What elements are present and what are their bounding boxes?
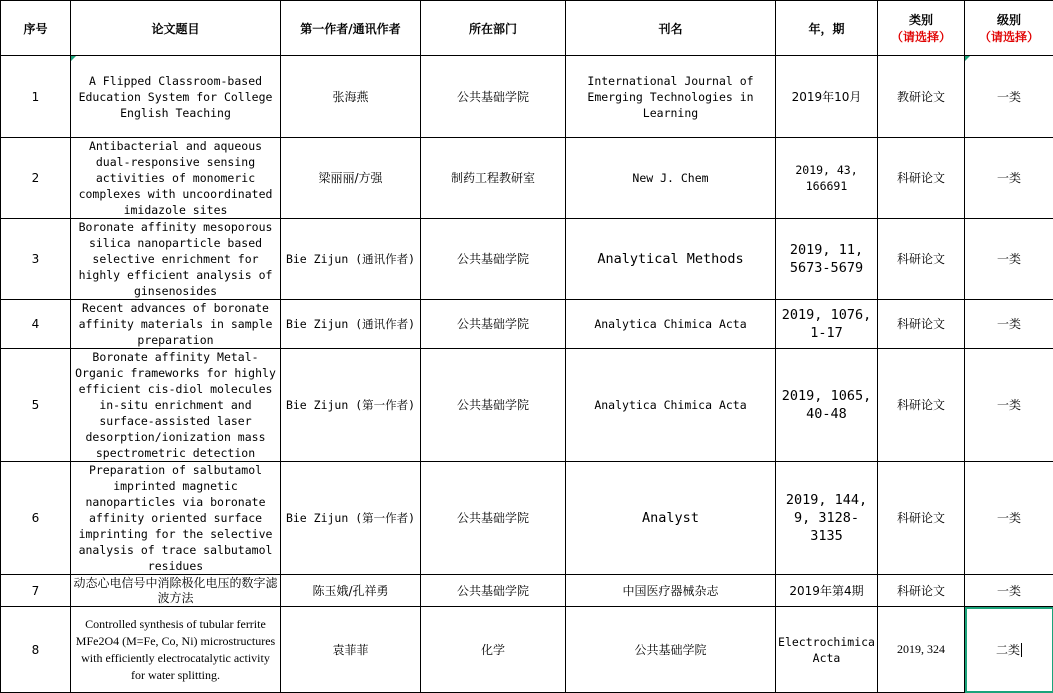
header-category-label: 类别: [909, 13, 933, 27]
cell-level[interactable]: 一类: [965, 138, 1053, 219]
table-row: [1, 575, 1053, 607]
table-row: [1, 138, 1053, 219]
cell-journal[interactable]: Analytica Chimica Acta: [566, 300, 776, 349]
header-journal[interactable]: 刊名: [566, 1, 776, 56]
cell-author[interactable]: 陈玉娥/孔祥勇: [281, 575, 421, 607]
cell-seq[interactable]: 5: [1, 349, 71, 462]
cell-category[interactable]: 科研论文: [878, 575, 965, 607]
cell-seq[interactable]: 6: [1, 462, 71, 575]
cell-year[interactable]: 2019, 1076, 1-17: [776, 300, 878, 349]
cell-journal[interactable]: Analytica Chimica Acta: [566, 349, 776, 462]
cell-title[interactable]: Controlled synthesis of tubular ferrite MFe2O4 (M=Fe, Co, Ni) microstructures with efficiently electrocatalytic activity for water splitting.: [71, 607, 281, 693]
header-category-note: （请选择）: [880, 28, 962, 45]
cell-year[interactable]: Electrochimica Acta: [776, 607, 878, 693]
cell-author[interactable]: Bie Zijun (第一作者): [281, 462, 421, 575]
cell-category[interactable]: 科研论文: [878, 300, 965, 349]
cell-journal[interactable]: Analytical Methods: [566, 219, 776, 300]
header-dept[interactable]: 所在部门: [421, 1, 566, 56]
cell-level[interactable]: 一类: [965, 349, 1053, 462]
header-level[interactable]: [965, 1, 1053, 56]
cell-year[interactable]: 2019, 43, 166691: [776, 138, 878, 219]
cell-level-text: 二类: [996, 643, 1020, 657]
cell-level[interactable]: 一类: [965, 300, 1053, 349]
cell-journal[interactable]: 公共基础学院: [566, 607, 776, 693]
cell-year[interactable]: 2019年10月: [776, 56, 878, 138]
cell-journal[interactable]: International Journal of Emerging Technologies in Learning: [566, 56, 776, 138]
cell-title[interactable]: Recent advances of boronate affinity materials in sample preparation: [71, 300, 281, 349]
cell-journal[interactable]: New J. Chem: [566, 138, 776, 219]
cell-dept[interactable]: 化学: [421, 607, 566, 693]
cell-dept[interactable]: 公共基础学院: [421, 349, 566, 462]
cell-level-active[interactable]: [965, 607, 1053, 693]
cell-seq[interactable]: 7: [1, 575, 71, 607]
cell-seq[interactable]: 1: [1, 56, 71, 138]
header-seq[interactable]: 序号: [1, 1, 71, 56]
cell-category[interactable]: 科研论文: [878, 349, 965, 462]
table-row: [1, 462, 1053, 575]
table-row: [1, 607, 1053, 693]
cell-dept[interactable]: 公共基础学院: [421, 575, 566, 607]
table-row: [1, 219, 1053, 300]
cell-seq[interactable]: 3: [1, 219, 71, 300]
cell-seq[interactable]: 2: [1, 138, 71, 219]
header-category[interactable]: [878, 1, 965, 56]
cell-author[interactable]: Bie Zijun (通讯作者): [281, 219, 421, 300]
cell-year[interactable]: 2019, 144, 9, 3128-3135: [776, 462, 878, 575]
table-row: [1, 349, 1053, 462]
cell-level[interactable]: 一类: [965, 462, 1053, 575]
cell-author[interactable]: 梁丽丽/方强: [281, 138, 421, 219]
header-title[interactable]: 论文题目: [71, 1, 281, 56]
header-year[interactable]: 年，期: [776, 1, 878, 56]
cell-category[interactable]: 教研论文: [878, 56, 965, 138]
table-row: [1, 300, 1053, 349]
cell-dept[interactable]: 制药工程教研室: [421, 138, 566, 219]
cell-author[interactable]: Bie Zijun (通讯作者): [281, 300, 421, 349]
table-row: [1, 56, 1053, 138]
cell-title[interactable]: Preparation of salbutamol imprinted magnetic nanoparticles via boronate affinity oriented surface imprinting for the selective analysis of trace salbutamol residues: [71, 462, 281, 575]
header-level-note: （请选择）: [967, 28, 1051, 45]
cell-title[interactable]: 动态心电信号中消除极化电压的数字滤波方法: [71, 575, 281, 607]
cell-category[interactable]: 2019, 324: [878, 607, 965, 693]
cell-title[interactable]: Boronate affinity Metal-Organic frameworks for highly efficient cis-diol molecules in-situ enrichment and surface-assisted laser desorption/ionization mass spectrometric detection: [71, 349, 281, 462]
cell-dept[interactable]: 公共基础学院: [421, 219, 566, 300]
cell-journal[interactable]: Analyst: [566, 462, 776, 575]
comment-marker-icon: [71, 56, 76, 61]
cell-seq[interactable]: 8: [1, 607, 71, 693]
text-cursor: [1021, 643, 1022, 657]
cell-author[interactable]: 张海燕: [281, 56, 421, 138]
cell-level[interactable]: 一类: [965, 575, 1053, 607]
header-level-label: 级别: [997, 13, 1021, 27]
cell-title[interactable]: Boronate affinity mesoporous silica nanoparticle based selective enrichment for highly efficient analysis of ginsenosides: [71, 219, 281, 300]
cell-category[interactable]: 科研论文: [878, 138, 965, 219]
cell-title[interactable]: Antibacterial and aqueous dual-responsive sensing activities of monomeric complexes with uncoordinated imidazole sites: [71, 138, 281, 219]
cell-year[interactable]: 2019年第4期: [776, 575, 878, 607]
comment-marker-icon: [965, 56, 970, 61]
cell-title[interactable]: A Flipped Classroom-based Education System for College English Teaching: [71, 56, 281, 138]
cell-category[interactable]: 科研论文: [878, 462, 965, 575]
header-row: [1, 1, 1053, 56]
cell-year[interactable]: 2019, 1065, 40-48: [776, 349, 878, 462]
cell-dept[interactable]: 公共基础学院: [421, 300, 566, 349]
cell-seq[interactable]: 4: [1, 300, 71, 349]
cell-level[interactable]: 一类: [965, 56, 1053, 138]
cell-level[interactable]: 一类: [965, 219, 1053, 300]
cell-year[interactable]: 2019, 11, 5673-5679: [776, 219, 878, 300]
cell-dept[interactable]: 公共基础学院: [421, 56, 566, 138]
cell-journal[interactable]: 中国医疗器械杂志: [566, 575, 776, 607]
cell-author[interactable]: Bie Zijun (第一作者): [281, 349, 421, 462]
cell-category[interactable]: 科研论文: [878, 219, 965, 300]
header-author[interactable]: 第一作者/通讯作者: [281, 1, 421, 56]
cell-dept[interactable]: 公共基础学院: [421, 462, 566, 575]
cell-author[interactable]: 袁菲菲: [281, 607, 421, 693]
